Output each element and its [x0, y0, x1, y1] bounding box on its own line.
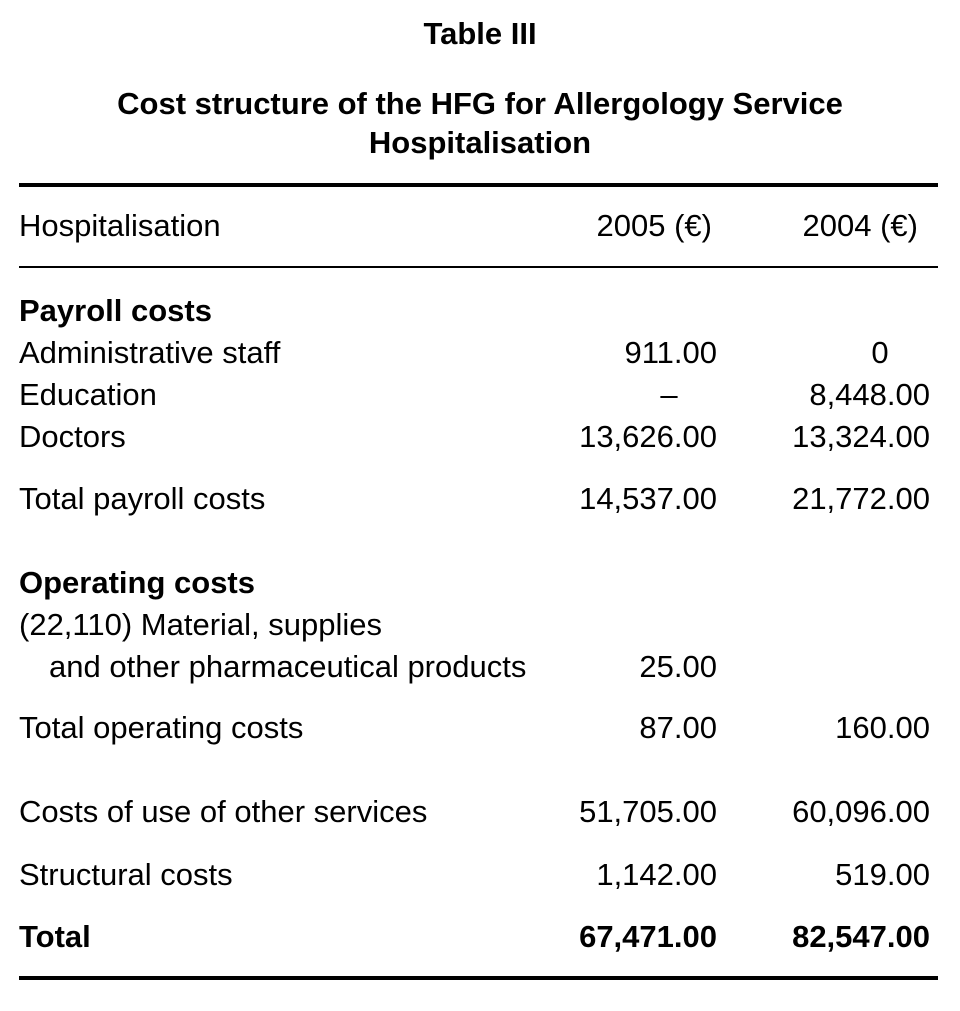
row-value-2004: 82,547.00 [792, 919, 930, 954]
row-value-2005: – [660, 377, 678, 412]
row-label: Total payroll costs [19, 481, 266, 516]
top-rule [19, 183, 938, 187]
subtotal-row-operating [0, 708, 960, 748]
table-row [0, 375, 960, 415]
row-value-2005: 51,705.00 [579, 794, 717, 829]
table-row [0, 333, 960, 373]
subtotal-row-payroll [0, 479, 960, 519]
section-heading-payroll [0, 291, 960, 331]
table-row [0, 647, 960, 687]
header-label: Hospitalisation [19, 208, 221, 243]
caption-line-1: Cost structure of the HFG for Allergology Service [117, 86, 843, 121]
row-value-2005: 1,142.00 [596, 857, 717, 892]
table-row-other-services [0, 792, 960, 832]
row-value-2005: 13,626.00 [579, 419, 717, 454]
row-label: (22,110) Material, supplies [19, 607, 382, 642]
row-value-2004: 0 [871, 335, 889, 370]
row-label: Administrative staff [19, 335, 281, 370]
row-value-2004: 8,448.00 [809, 377, 930, 412]
table-label: Table III [423, 16, 537, 51]
operating-heading: Operating costs [19, 565, 255, 600]
row-value-2005: 87.00 [639, 710, 717, 745]
table-row [0, 605, 960, 645]
caption-line-2: Hospitalisation [368, 125, 592, 160]
payroll-heading: Payroll costs [19, 293, 212, 328]
row-label: Structural costs [19, 857, 233, 892]
row-label: Doctors [19, 419, 126, 454]
table-row [0, 417, 960, 457]
table-caption [0, 84, 960, 162]
header-2005: 2005 (€) [596, 208, 712, 243]
row-value-2004: 160.00 [835, 710, 930, 745]
table-row-structural [0, 855, 960, 895]
header-2004: 2004 (€) [802, 208, 918, 243]
row-value-2005: 14,537.00 [579, 481, 717, 516]
header-rule [19, 266, 938, 268]
row-value-2004: 60,096.00 [792, 794, 930, 829]
section-heading-operating [0, 563, 960, 603]
row-label: Costs of use of other services [19, 794, 428, 829]
row-label: Education [19, 377, 157, 412]
row-value-2005: 25.00 [639, 649, 717, 684]
row-value-2004: 21,772.00 [792, 481, 930, 516]
row-label-continued: and other pharmaceutical products [49, 649, 527, 684]
bottom-rule [19, 976, 938, 980]
header-row [0, 206, 960, 246]
grand-total-row [0, 917, 960, 957]
row-value-2005: 911.00 [624, 335, 717, 370]
row-value-2004: 13,324.00 [792, 419, 930, 454]
row-value-2005: 67,471.00 [579, 919, 717, 954]
row-label: Total [19, 919, 91, 954]
row-label: Total operating costs [19, 710, 304, 745]
row-value-2004: 519.00 [835, 857, 930, 892]
